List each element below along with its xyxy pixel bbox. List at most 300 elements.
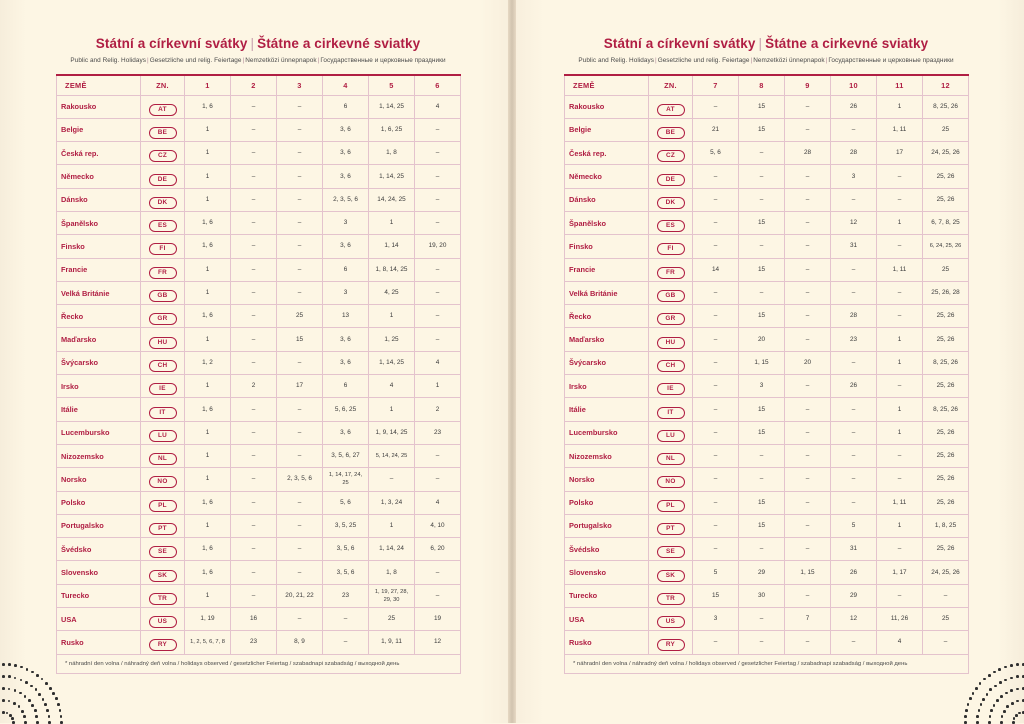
holiday-dates-cell: 1 <box>369 514 415 537</box>
holiday-dates-cell: 25, 26 <box>923 491 969 514</box>
holiday-dates-cell: 3 <box>323 211 369 234</box>
holiday-dates-cell: – <box>693 188 739 211</box>
holiday-dates-cell: – <box>231 211 277 234</box>
holiday-dates-cell: 1, 6 <box>185 235 231 258</box>
holiday-dates-cell: 24, 25, 26 <box>923 142 969 165</box>
holiday-dates-cell: – <box>231 468 277 491</box>
holiday-dates-cell: 1, 15 <box>739 351 785 374</box>
holiday-dates-cell: 1, 19, 27, 28, 29, 30 <box>369 584 415 607</box>
footnote-text-right: * náhradní den volna / náhradný deň volna / holidays observed / gesetzlicher Feiertag / szabadnapi szabadság / выходной день <box>565 654 969 673</box>
holiday-dates-cell: – <box>785 514 831 537</box>
decorative-dot <box>1010 689 1013 692</box>
country-code-badge: GR <box>657 313 685 325</box>
decorative-dot <box>978 709 981 712</box>
country-name: Dánsko <box>565 188 649 211</box>
country-code-cell <box>141 211 185 234</box>
holiday-dates-cell: 1, 6 <box>185 95 231 118</box>
country-code-cell <box>649 165 693 188</box>
holiday-dates-cell: 3 <box>831 165 877 188</box>
decorative-dot <box>18 705 21 708</box>
decorative-dot <box>993 671 996 674</box>
decorative-dot <box>24 695 27 698</box>
country-code-cell <box>141 468 185 491</box>
country-name: Polsko <box>565 491 649 514</box>
decorative-dot <box>994 685 997 688</box>
holiday-dates-cell: – <box>231 95 277 118</box>
title-separator: | <box>250 36 255 51</box>
holiday-dates-cell: 2, 3, 5, 6 <box>323 188 369 211</box>
decorative-dot <box>999 681 1002 684</box>
holiday-dates-cell: 26 <box>831 561 877 584</box>
holiday-dates-cell: – <box>877 235 923 258</box>
holiday-dates-cell: – <box>277 188 323 211</box>
country-name: Rusko <box>57 631 141 654</box>
country-name: Lucembursko <box>57 421 141 444</box>
holiday-dates-cell: – <box>739 235 785 258</box>
table-head-right <box>565 75 969 95</box>
holiday-dates-cell: 8, 25, 26 <box>923 351 969 374</box>
decorative-dot <box>24 721 27 724</box>
subtitle-sep-3-right: | <box>825 57 828 64</box>
country-code-badge: SE <box>657 546 685 558</box>
holiday-dates-cell: – <box>877 188 923 211</box>
holiday-dates-cell: 1 <box>877 351 923 374</box>
country-code-badge: ES <box>149 220 177 232</box>
decorative-dot <box>1001 715 1004 718</box>
table-row <box>57 491 461 514</box>
holiday-dates-cell: 23 <box>831 328 877 351</box>
holiday-dates-cell: – <box>877 281 923 304</box>
subtitle-ru: Государственные и церковные праздники <box>320 57 446 64</box>
decorative-dot <box>964 721 967 724</box>
holiday-dates-cell: 1 <box>185 421 231 444</box>
country-code-badge: GB <box>657 290 685 302</box>
country-code-cell <box>141 328 185 351</box>
country-code-badge: US <box>657 616 685 628</box>
holiday-dates-cell: – <box>693 398 739 421</box>
table-row <box>57 235 461 258</box>
holiday-dates-cell: – <box>785 328 831 351</box>
holiday-dates-cell: 5 <box>693 561 739 584</box>
country-code-cell <box>649 351 693 374</box>
country-name: Švédsko <box>57 538 141 561</box>
table-row <box>565 398 969 421</box>
holiday-dates-cell: – <box>877 305 923 328</box>
holiday-dates-cell: – <box>415 118 461 141</box>
table-row <box>565 631 969 654</box>
country-code-badge: SE <box>149 546 177 558</box>
holiday-dates-cell: – <box>415 258 461 281</box>
decorative-dot <box>31 671 34 674</box>
table-row <box>565 538 969 561</box>
holiday-dates-cell: 23 <box>415 421 461 444</box>
holiday-dates-cell: 8, 25, 26 <box>923 95 969 118</box>
country-code-cell <box>141 491 185 514</box>
country-code-badge: FR <box>149 267 177 279</box>
holiday-dates-cell: – <box>785 165 831 188</box>
decorative-dot <box>8 663 11 666</box>
country-code-cell <box>141 398 185 421</box>
decorative-dot <box>44 703 47 706</box>
holiday-dates-cell: – <box>231 328 277 351</box>
holiday-dates-cell: 15 <box>739 514 785 537</box>
column-header-month-2: 2 <box>231 75 277 95</box>
decorative-dot <box>976 721 979 724</box>
decorative-dot <box>14 677 17 680</box>
country-code-badge: DE <box>657 174 685 186</box>
holiday-dates-cell: 25, 26 <box>923 444 969 467</box>
holiday-dates-cell: 28 <box>831 142 877 165</box>
holiday-dates-cell: 1 <box>877 95 923 118</box>
holiday-dates-cell: – <box>831 118 877 141</box>
holiday-dates-cell: 1, 6, 25 <box>369 118 415 141</box>
decorative-dot <box>14 689 17 692</box>
country-name: Norsko <box>57 468 141 491</box>
decorative-dot <box>11 717 14 720</box>
holiday-dates-cell: 3 <box>739 375 785 398</box>
country-code-cell <box>141 305 185 328</box>
holiday-dates-cell: 1, 3, 24 <box>369 491 415 514</box>
holiday-dates-cell: – <box>693 165 739 188</box>
country-code-badge: CH <box>149 360 177 372</box>
holiday-dates-cell: – <box>785 211 831 234</box>
holiday-dates-cell: 3, 5, 6 <box>323 538 369 561</box>
country-code-cell <box>141 421 185 444</box>
table-body-right <box>565 95 969 654</box>
holiday-dates-cell: 25, 26 <box>923 305 969 328</box>
decorative-dot <box>1004 666 1007 669</box>
country-name: Řecko <box>565 305 649 328</box>
holiday-dates-cell: – <box>277 165 323 188</box>
decorative-dot <box>979 682 982 685</box>
country-name: Belgie <box>57 118 141 141</box>
decorative-dot <box>23 715 26 718</box>
decorative-dot <box>9 714 12 717</box>
holiday-dates-cell: 16 <box>231 608 277 631</box>
table-row <box>57 142 461 165</box>
column-header-month-3: 3 <box>277 75 323 95</box>
holiday-table-right <box>564 74 969 674</box>
table-row <box>57 468 461 491</box>
holiday-dates-cell: 28 <box>785 142 831 165</box>
holiday-dates-cell: 31 <box>831 235 877 258</box>
holiday-dates-cell: 1, 9, 11 <box>369 631 415 654</box>
table-row <box>57 188 461 211</box>
page-right <box>512 0 1024 723</box>
holiday-dates-cell: 1, 9, 14, 25 <box>369 421 415 444</box>
country-code-cell <box>649 538 693 561</box>
holiday-dates-cell: 1, 25 <box>369 328 415 351</box>
decorative-dot <box>20 666 23 669</box>
holiday-dates-cell: 1 <box>185 375 231 398</box>
decorative-dot <box>41 678 44 681</box>
holiday-dates-cell: – <box>277 608 323 631</box>
decorative-dot <box>13 702 16 705</box>
decorative-dot <box>31 704 34 707</box>
country-code-badge: TR <box>149 593 177 605</box>
column-header-zn-right: ZN. <box>649 75 693 95</box>
table-row <box>565 514 969 537</box>
holiday-dates-cell: 1, 8, 25 <box>923 514 969 537</box>
country-code-cell <box>649 584 693 607</box>
country-code-badge: RY <box>149 639 177 651</box>
page-left <box>0 0 512 723</box>
country-code-cell <box>649 118 693 141</box>
country-code-cell <box>141 608 185 631</box>
table-row <box>57 351 461 374</box>
decorative-dot <box>976 715 979 718</box>
country-name: Portugalsko <box>565 514 649 537</box>
country-code-cell <box>649 514 693 537</box>
country-name: Itálie <box>565 398 649 421</box>
country-name: Irsko <box>565 375 649 398</box>
header-row-right <box>565 75 969 95</box>
country-code-cell <box>141 584 185 607</box>
holiday-dates-cell: 4 <box>415 491 461 514</box>
decorative-dot <box>993 704 996 707</box>
column-header-month-10: 10 <box>831 75 877 95</box>
country-code-cell <box>141 375 185 398</box>
holiday-dates-cell: 6 <box>323 375 369 398</box>
column-header-month-5: 5 <box>369 75 415 95</box>
decorative-dot <box>996 699 999 702</box>
holiday-dates-cell: – <box>693 631 739 654</box>
holiday-dates-cell: 25, 26 <box>923 421 969 444</box>
holiday-dates-cell: – <box>785 375 831 398</box>
table-row <box>565 142 969 165</box>
holiday-dates-cell: – <box>739 608 785 631</box>
holiday-dates-cell: 1 <box>185 514 231 537</box>
table-row <box>565 305 969 328</box>
country-name: Španělsko <box>57 211 141 234</box>
holiday-dates-cell: 4, 10 <box>415 514 461 537</box>
holiday-dates-cell: 25, 26 <box>923 538 969 561</box>
holiday-dates-cell: – <box>831 491 877 514</box>
holiday-dates-cell: – <box>231 281 277 304</box>
holiday-dates-cell: 15 <box>277 328 323 351</box>
holiday-dates-cell: 1 <box>185 328 231 351</box>
holiday-dates-cell: 1 <box>369 211 415 234</box>
decorative-dot <box>1015 714 1018 717</box>
holiday-dates-cell: 1, 6 <box>185 538 231 561</box>
holiday-dates-cell: – <box>693 514 739 537</box>
column-header-month-4: 4 <box>323 75 369 95</box>
table-row <box>565 561 969 584</box>
holiday-dates-cell: 6, 20 <box>415 538 461 561</box>
country-code-cell <box>141 188 185 211</box>
country-code-cell <box>141 514 185 537</box>
decorative-dot <box>52 692 55 695</box>
table-row <box>57 444 461 467</box>
holiday-dates-cell: – <box>693 491 739 514</box>
holiday-dates-cell: 29 <box>739 561 785 584</box>
country-code-badge: CH <box>657 360 685 372</box>
country-code-cell <box>141 444 185 467</box>
country-name: Rusko <box>565 631 649 654</box>
holiday-dates-cell: – <box>277 398 323 421</box>
decorative-dot <box>1010 664 1013 667</box>
holiday-dates-cell: – <box>277 142 323 165</box>
country-name: Španělsko <box>565 211 649 234</box>
decorative-dot <box>8 675 11 678</box>
holiday-dates-cell: 15 <box>739 95 785 118</box>
holiday-dates-cell: 5, 6 <box>323 491 369 514</box>
holiday-dates-cell: 25 <box>923 118 969 141</box>
title-sk: Štátne a cirkevné sviatky <box>257 36 421 51</box>
table-row <box>565 211 969 234</box>
country-code-badge: PT <box>657 523 685 535</box>
subtitle-hu: Nemzetközi ünnepnapok <box>245 57 317 64</box>
country-code-cell <box>649 468 693 491</box>
holiday-dates-cell: – <box>693 328 739 351</box>
country-code-badge: SK <box>149 570 177 582</box>
holiday-dates-cell: 20, 21, 22 <box>277 584 323 607</box>
country-code-cell <box>649 328 693 351</box>
holiday-dates-cell: 6, 7, 8, 25 <box>923 211 969 234</box>
country-name: Finsko <box>57 235 141 258</box>
holiday-dates-cell: – <box>785 631 831 654</box>
table-foot-left <box>57 654 461 673</box>
country-code-cell <box>649 444 693 467</box>
holiday-dates-cell: 1, 14, 25 <box>369 165 415 188</box>
holiday-dates-cell: – <box>415 584 461 607</box>
country-name: Turecko <box>565 584 649 607</box>
holiday-dates-cell: – <box>785 188 831 211</box>
decorative-dot <box>1016 663 1019 666</box>
holiday-dates-cell: – <box>231 584 277 607</box>
country-code-badge: TR <box>657 593 685 605</box>
country-code-cell <box>141 235 185 258</box>
holiday-dates-cell: 8, 25, 26 <box>923 398 969 421</box>
country-name: Irsko <box>57 375 141 398</box>
country-code-badge: BE <box>149 127 177 139</box>
holiday-dates-cell: – <box>785 235 831 258</box>
page-title-right <box>564 36 968 51</box>
holiday-dates-cell: – <box>877 165 923 188</box>
holiday-dates-cell: – <box>323 608 369 631</box>
holiday-dates-cell: 15 <box>739 421 785 444</box>
holiday-dates-cell: – <box>831 421 877 444</box>
decorative-dot <box>35 688 38 691</box>
country-code-cell <box>649 631 693 654</box>
country-name: Německo <box>57 165 141 188</box>
holiday-dates-cell: 5 <box>831 514 877 537</box>
country-code-badge: FI <box>657 243 685 255</box>
holiday-dates-cell: 25, 26 <box>923 165 969 188</box>
country-code-cell <box>649 235 693 258</box>
subtitle-en: Public and Relig. Holidays <box>70 57 146 64</box>
holiday-dates-cell: 25, 26, 28 <box>923 281 969 304</box>
holiday-dates-cell: – <box>785 95 831 118</box>
holiday-dates-cell: 15 <box>739 258 785 281</box>
decorative-dot <box>988 721 991 724</box>
holiday-dates-cell: 13 <box>323 305 369 328</box>
country-name: Belgie <box>565 118 649 141</box>
holiday-dates-cell: – <box>739 165 785 188</box>
holiday-dates-cell: 1, 14, 17, 24, 25 <box>323 468 369 491</box>
holiday-dates-cell: 25, 26 <box>923 468 969 491</box>
country-code-badge: DK <box>149 197 177 209</box>
table-row <box>565 444 969 467</box>
holiday-dates-cell: 1 <box>185 165 231 188</box>
subtitle-sep-2-right: | <box>750 57 753 64</box>
table-row <box>57 165 461 188</box>
holiday-dates-cell: – <box>785 118 831 141</box>
holiday-dates-cell: 12 <box>831 608 877 631</box>
holiday-dates-cell: 26 <box>831 95 877 118</box>
holiday-dates-cell: 1 <box>185 584 231 607</box>
holiday-dates-cell: 1, 6 <box>185 491 231 514</box>
table-row <box>565 235 969 258</box>
country-code-cell <box>141 165 185 188</box>
holiday-dates-cell: – <box>693 305 739 328</box>
decorative-dot <box>8 700 11 703</box>
country-code-badge: GB <box>149 290 177 302</box>
country-name: USA <box>57 608 141 631</box>
decorative-dot <box>1018 712 1021 715</box>
holiday-dates-cell: 5, 6 <box>693 142 739 165</box>
holiday-dates-cell: 17 <box>277 375 323 398</box>
decorative-dot <box>2 663 5 666</box>
holiday-dates-cell: – <box>415 328 461 351</box>
holiday-dates-cell: – <box>415 305 461 328</box>
decorative-dot <box>42 698 45 701</box>
decorative-dot <box>1016 688 1019 691</box>
holiday-dates-cell: – <box>231 491 277 514</box>
table-foot-right <box>565 654 969 673</box>
country-code-badge: RY <box>657 639 685 651</box>
holiday-dates-cell: 3, 6 <box>323 235 369 258</box>
holiday-dates-cell: 3 <box>323 281 369 304</box>
holiday-dates-cell: 14 <box>693 258 739 281</box>
holiday-dates-cell: 1, 11 <box>877 118 923 141</box>
holiday-dates-cell: 1, 6 <box>185 305 231 328</box>
country-name: USA <box>565 608 649 631</box>
decorative-dot <box>59 709 62 712</box>
country-code-badge: HU <box>657 337 685 349</box>
decorative-dot <box>2 699 5 702</box>
holiday-dates-cell: – <box>877 584 923 607</box>
holiday-dates-cell: 1 <box>185 188 231 211</box>
holiday-dates-cell: 1 <box>877 211 923 234</box>
decorative-dot <box>1004 679 1007 682</box>
holiday-dates-cell: – <box>693 444 739 467</box>
corner-decoration-right <box>954 663 1024 723</box>
decorative-dot <box>36 721 39 724</box>
country-code-cell <box>649 281 693 304</box>
table-row <box>565 351 969 374</box>
decorative-dot <box>38 693 41 696</box>
holiday-dates-cell: 15 <box>739 491 785 514</box>
holiday-dates-cell: – <box>277 351 323 374</box>
holiday-dates-cell: 1 <box>185 281 231 304</box>
holiday-dates-cell: 1, 8, 14, 25 <box>369 258 415 281</box>
country-code-cell <box>649 258 693 281</box>
holiday-dates-cell: – <box>415 165 461 188</box>
holiday-dates-cell: – <box>693 281 739 304</box>
country-name: Rakousko <box>565 95 649 118</box>
country-code-cell <box>141 561 185 584</box>
country-code-cell <box>649 188 693 211</box>
holiday-dates-cell: – <box>785 281 831 304</box>
column-header-month-7: 7 <box>693 75 739 95</box>
table-row <box>57 514 461 537</box>
country-name: Finsko <box>565 235 649 258</box>
holiday-dates-cell: 6, 24, 25, 26 <box>923 235 969 258</box>
left-content <box>56 36 460 674</box>
country-code-cell <box>649 305 693 328</box>
holiday-dates-cell: 1 <box>185 444 231 467</box>
